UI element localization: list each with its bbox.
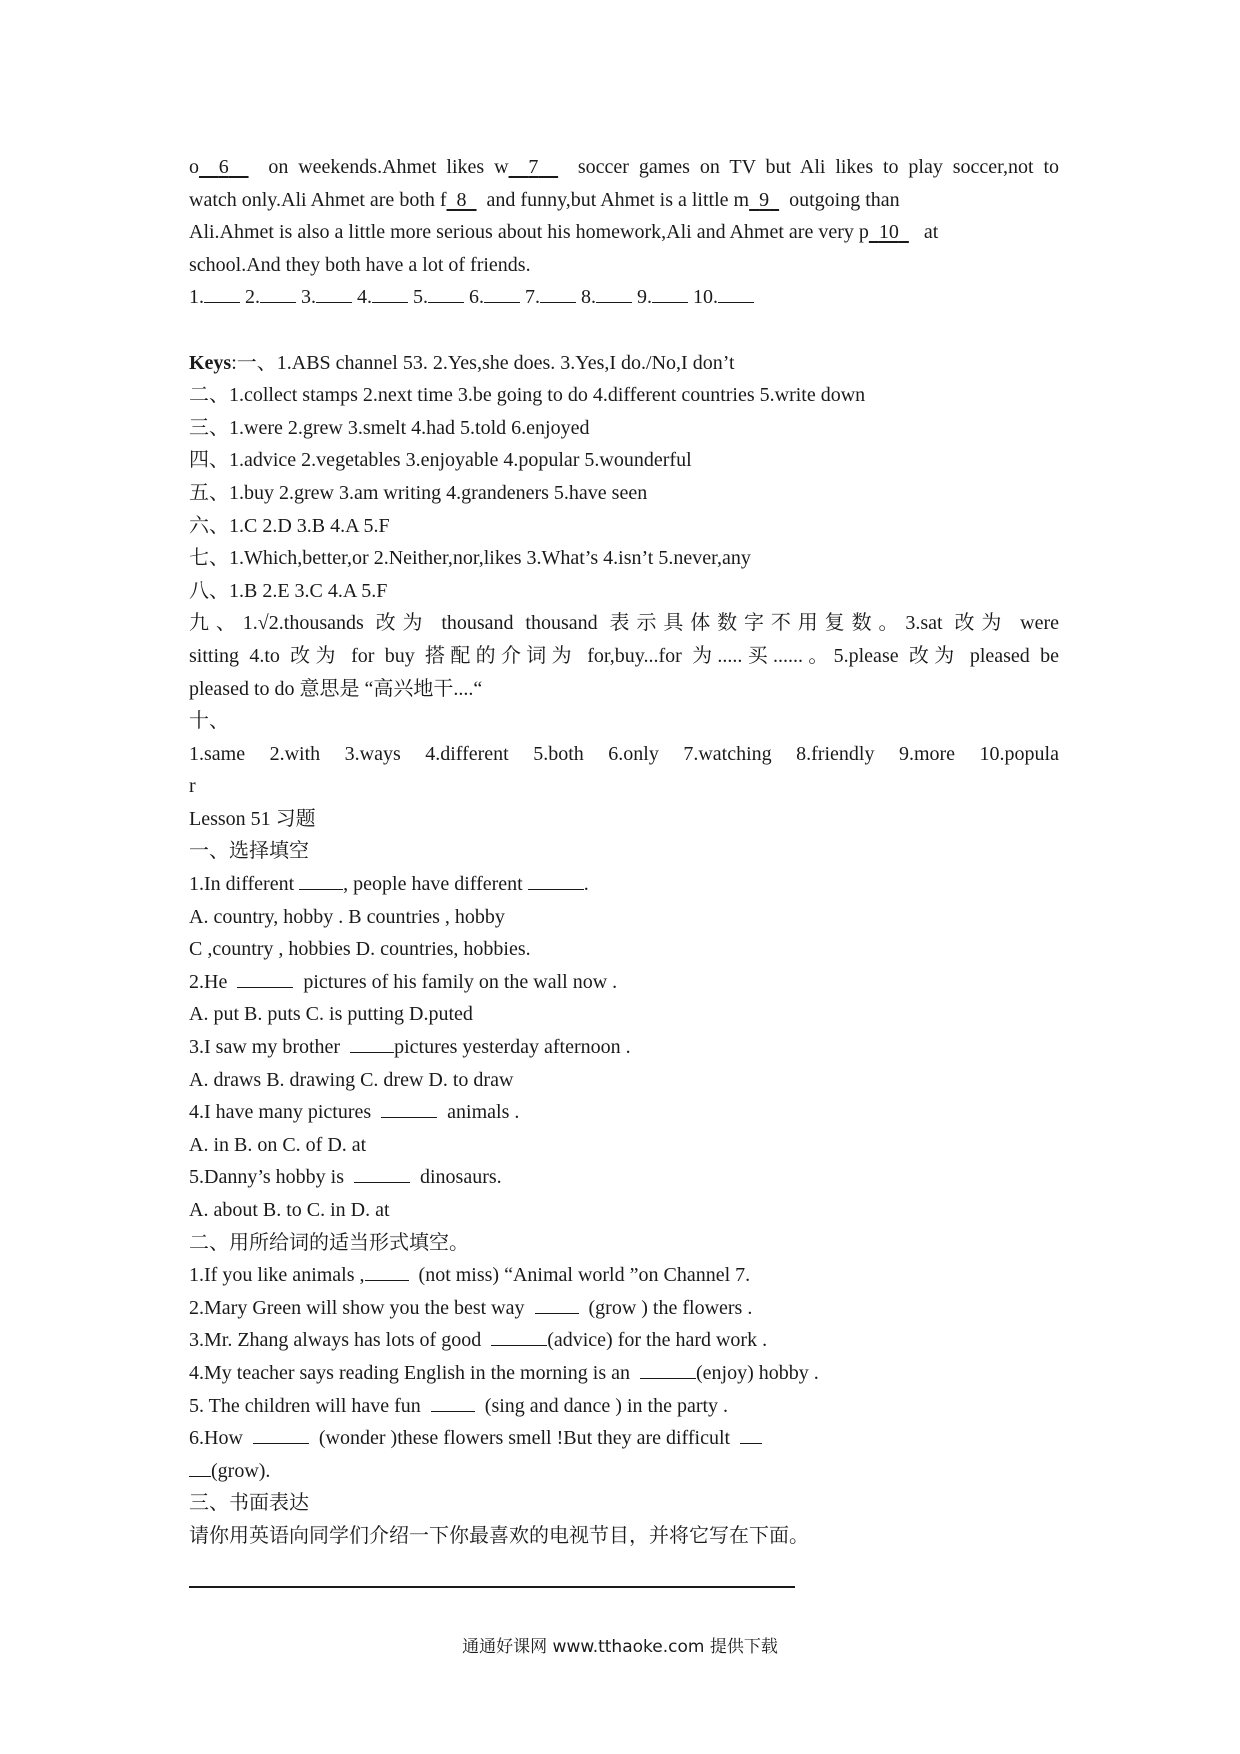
keys-line-6: 六、1.C 2.D 3.B 4.A 5.F [189,514,390,537]
passage-line-1: o 6 on weekends.Ahmet likes w 7 soccer games on TV but Ali likes to play soccer,not to [189,156,1060,178]
keys-line-9: 九、1.√2.thousands 改为 thousand thousand 表示具体数字不用复数。3.sat 改为 were [189,612,1059,635]
answer-slots: 1. 2. 3. 4. 5. 6. 7. 8. 9. 10. [189,281,1059,314]
s2-question-3: 3.Mr. Zhang always has lots of good (advice) for the hard work . [189,1329,768,1352]
blank-10: 10 [878,221,899,244]
keys-line-14: r [189,775,196,798]
keys-line-13: 1.same 2.with 3.ways 4.different 5.both 6.only 7.watching 8.friendly 9.more 10.popula [189,742,1059,765]
writing-answer-line [189,1586,795,1588]
spacer [189,314,1059,347]
keys-line-12: 十、 [189,710,229,733]
blank-9: 9 [759,188,770,211]
s1-q4-options: A. in B. on C. of D. at [189,1133,367,1156]
s1-q2-options: A. put B. puts C. is putting D.puted [189,1003,473,1026]
keys-line-1: Keys:一、1.ABS channel 53. 2.Yes,she does. 3.Yes,I do./No,I don’t [189,351,735,374]
s2-question-4: 4.My teacher says reading English in the morning is an (enjoy) hobby . [189,1361,819,1384]
blank-6: 6 [218,156,229,178]
keys-line-10: sitting 4.to 改为 for buy 搭配的介词为 for,buy...for 为.....买......。5.please 改为 pleased be [189,644,1059,667]
s1-q1-options-2: C ,country , hobbies D. countries, hobbies. [189,938,531,961]
section-3-heading: 三、书面表达 [189,1492,309,1515]
s2-question-1: 1.If you like animals , (not miss) “Animal world ”on Channel 7. [189,1264,751,1287]
s2-question-5: 5. The children will have fun (sing and dance ) in the party . [189,1394,729,1417]
s1-question-4: 4.I have many pictures animals . [189,1101,520,1124]
keys-line-5: 五、1.buy 2.grew 3.am writing 4.grandeners 5.have seen [189,481,648,504]
page-footer: 通通好课网 www.tthaoke.com 提供下载 [462,1637,778,1657]
s1-q3-options: A. draws B. drawing C. drew D. to draw [189,1068,514,1091]
s1-question-2: 2.He pictures of his family on the wall now . [189,970,618,993]
passage-line-3: Ali.Ahmet is also a little more serious about his homework,Ali and Ahmet are very p 10 at [189,221,939,244]
s1-question-3: 3.I saw my brother pictures yesterday afternoon . [189,1036,631,1059]
keys-line-7: 七、1.Which,better,or 2.Neither,nor,likes 3.What’s 4.isn’t 5.never,any [189,547,751,570]
passage-line-4: school.And they both have a lot of friends. [189,253,531,276]
blank-8: 8 [456,188,467,211]
lesson-title: Lesson 51 习题 [189,807,316,830]
s2-question-2: 2.Mary Green will show you the best way (grow ) the flowers . [189,1296,753,1319]
s1-q1-options-1: A. country, hobby . B countries , hobby [189,905,505,928]
page-content [189,151,1059,1553]
keys-line-3: 三、1.were 2.grew 3.smelt 4.had 5.told 6.enjoyed [189,416,590,439]
section-2-heading: 二、用所给词的适当形式填空。 [189,1231,469,1254]
s2-question-6-cont: (grow). [189,1455,1059,1488]
keys-line-4: 四、1.advice 2.vegetables 3.enjoyable 4.popular 5.wounderful [189,449,692,472]
s1-question-1: 1.In different , people have different . [189,873,589,896]
s1-q5-options: A. about B. to C. in D. at [189,1199,390,1221]
section-3-instruction: 请你用英语向同学们介绍一下你最喜欢的电视节目，并将它写在下面。 [189,1524,809,1547]
blank-7: 7 [528,156,539,178]
keys-line-11: pleased to do 意思是 “高兴地干....“ [189,677,483,700]
passage-line-2: watch only.Ali Ahmet are both f 8 and funny,but Ahmet is a little m 9 outgoing than [189,188,900,211]
section-1-heading: 一、选择填空 [189,840,309,863]
keys-label: Keys [189,351,232,374]
keys-line-2: 二、1.collect stamps 2.next time 3.be going to do 4.different countries 5.write down [189,384,866,407]
s2-question-6: 6.How (wonder )these flowers smell !But they are difficult [189,1422,1059,1455]
s1-question-5: 5.Danny’s hobby is dinosaurs. [189,1166,502,1189]
keys-line-8: 八、1.B 2.E 3.C 4.A 5.F [189,579,388,602]
